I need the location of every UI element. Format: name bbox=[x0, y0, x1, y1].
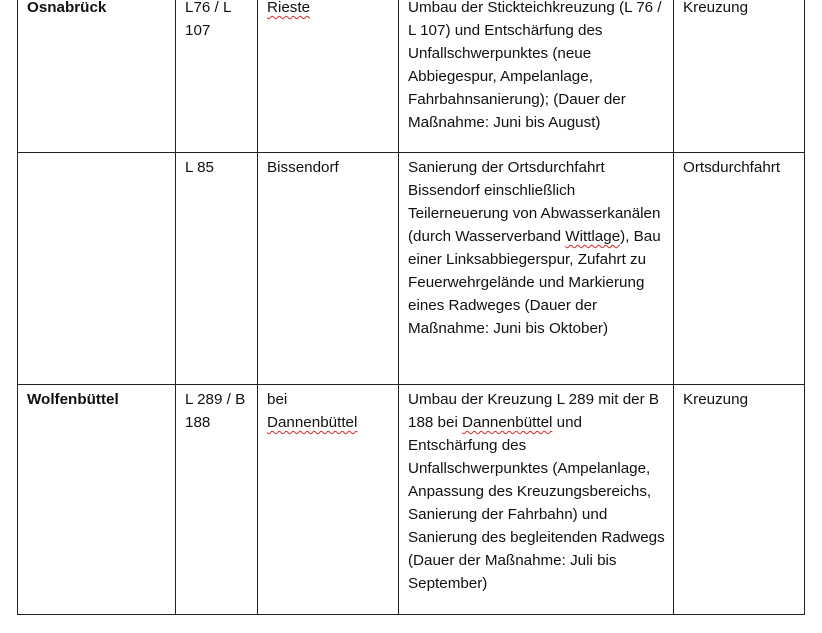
district-cell: Osnabrück bbox=[18, 0, 176, 153]
spellcheck-flagged-word: Dannenbüttel bbox=[462, 414, 553, 431]
table-row bbox=[18, 385, 805, 615]
district-cell bbox=[18, 153, 176, 385]
place-cell bbox=[258, 0, 399, 153]
place-cell: Bissendorf bbox=[258, 153, 399, 385]
spellcheck-flagged-word: Rieste bbox=[267, 0, 311, 16]
district-cell: Wolfenbüttel bbox=[18, 385, 176, 615]
measure-cell bbox=[399, 385, 674, 615]
spellcheck-flagged-word: Dannenbüttel bbox=[267, 414, 358, 431]
spellcheck-flagged-word: Wittlage bbox=[565, 228, 621, 245]
place-prefix: bei bbox=[267, 391, 288, 408]
measure-cell bbox=[399, 153, 674, 385]
type-cell: Kreuzung bbox=[674, 385, 805, 615]
measure-text: Umbau der Kreuzung L 289 mit der B 188 bei bbox=[408, 391, 660, 431]
road-cell: L 85 bbox=[176, 153, 258, 385]
construction-measures-table bbox=[17, 0, 805, 615]
road-cell: L76 / L 107 bbox=[176, 0, 258, 153]
measure-text: und Entschärfung des Unfallschwerpunktes (Ampelanlage, Anpassung des Kreuzungsbereichs, Sanierung der Fahrbahn) und Sanierung des begleitenden Radwegs (Dauer der Maßnahme: Juli bis September) bbox=[408, 414, 665, 592]
table-row bbox=[18, 153, 805, 385]
table-row bbox=[18, 0, 805, 153]
measure-text: ), Bau einer Linksabbiegerspur, Zufahrt zu Feuerwehrgelände und Markierung eines Radweges (Dauer der Maßnahme: Juni bis Oktober) bbox=[408, 228, 661, 337]
type-cell: Kreuzung bbox=[674, 0, 805, 153]
measure-text: Sanierung der Ortsdurchfahrt Bissendorf einschließlich Teilerneuerung von Abwasserkanälen (durch Wasserverband bbox=[408, 159, 661, 245]
measure-cell: Umbau der Stickteichkreuzung (L 76 / L 107) und Entschärfung des Unfallschwerpunktes (neue Abbiegespur, Ampelanlage, Fahrbahnsanierung); (Dauer der Maßnahme: Juni bis August) bbox=[399, 0, 674, 153]
road-cell: L 289 / B 188 bbox=[176, 385, 258, 615]
type-cell: Ortsdurchfahrt bbox=[674, 153, 805, 385]
place-cell bbox=[258, 385, 399, 615]
